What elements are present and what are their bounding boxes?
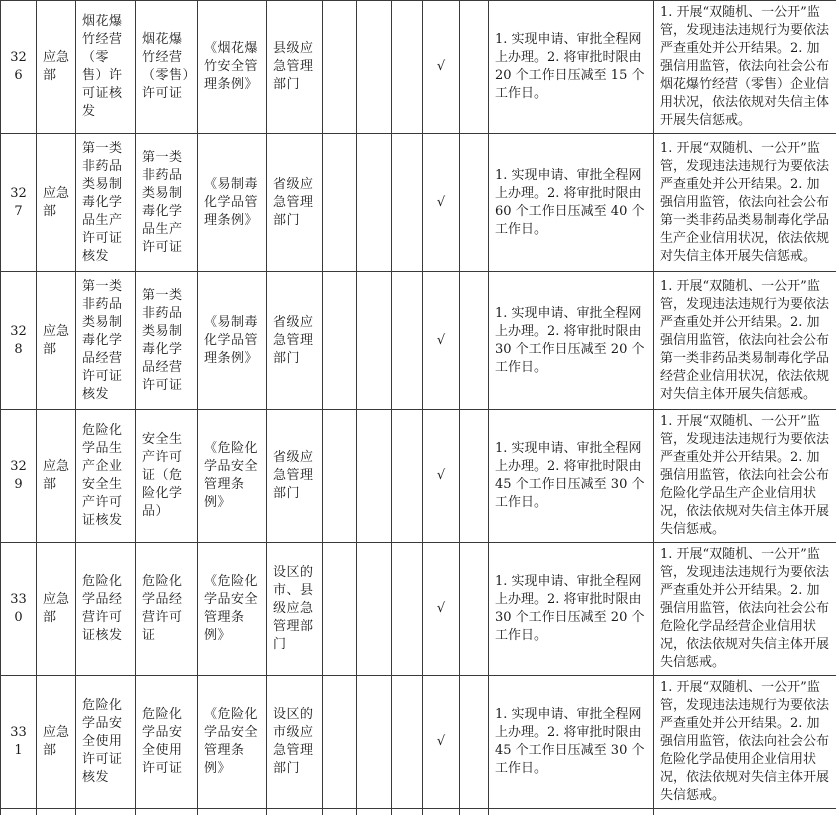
empty-cell <box>357 410 392 543</box>
checkmark-cell: √ <box>423 543 460 676</box>
sub-item-cell: 危险化学品安全使用许可证 <box>136 676 198 809</box>
reform-measure-cell: 1. 实现申请、审批全程网上办理。2. 将审批时限由 30 个工作日压减至 20 个工作日。 <box>489 543 654 676</box>
empty-cell <box>323 272 357 410</box>
table-row <box>1 134 836 272</box>
empty-cell <box>323 676 357 809</box>
empty-cell <box>37 809 76 815</box>
approval-item-cell: 第一类非药品类易制毒化学品经营许可证核发 <box>76 272 136 410</box>
empty-cell <box>136 809 198 815</box>
checkmark-cell: √ <box>423 676 460 809</box>
sub-item-cell: 第一类非药品类易制毒化学品生产许可证 <box>136 134 198 272</box>
empty-cell <box>654 809 836 815</box>
approval-level-cell: 省级应急管理部门 <box>267 134 323 272</box>
table-row <box>1 1 836 134</box>
empty-cell <box>460 134 489 272</box>
empty-cell <box>489 809 654 815</box>
approval-level-cell: 省级应急管理部门 <box>267 272 323 410</box>
supervision-measure-cell: 1. 开展“双随机、一公开”监管，发现违法违规行为要依法严查重处并公开结果。2. 加强信用监管，依法向社会公布危险化学品经营企业信用状况，依法依规对失信主体开展失信惩戒。 <box>654 543 836 676</box>
empty-cell <box>460 272 489 410</box>
legal-basis-cell: 《易制毒化学品管理条例》 <box>198 272 267 410</box>
empty-cell <box>392 272 423 410</box>
approval-item-cell: 危险化学品安全使用许可证核发 <box>76 676 136 809</box>
table-row-partial <box>1 809 836 815</box>
supervision-measure-cell: 1. 开展“双随机、一公开”监管，发现违法违规行为要依法严查重处并公开结果。2. 加强信用监管，依法向社会公布第一类非药品类易制毒化学品经营企业信用状况，依法依规对失信主体开展失信惩戒。 <box>654 272 836 410</box>
approval-item-cell: 第一类非药品类易制毒化学品生产许可证核发 <box>76 134 136 272</box>
table-row <box>1 410 836 543</box>
empty-cell <box>392 1 423 134</box>
empty-cell <box>460 809 489 815</box>
legal-basis-cell: 《危险化学品安全管理条例》 <box>198 543 267 676</box>
department-cell: 应急部 <box>37 1 76 134</box>
reform-measure-cell: 1. 实现申请、审批全程网上办理。2. 将审批时限由 20 个工作日压减至 15 个工作日。 <box>489 1 654 134</box>
empty-cell <box>357 134 392 272</box>
empty-cell <box>323 134 357 272</box>
table-row <box>1 676 836 809</box>
department-cell: 应急部 <box>37 272 76 410</box>
row-number: 326 <box>1 1 37 134</box>
sub-item-cell: 安全生产许可证（危险化学品） <box>136 410 198 543</box>
department-cell: 应急部 <box>37 676 76 809</box>
supervision-measure-cell: 1. 开展“双随机、一公开”监管，发现违法违规行为要依法严查重处并公开结果。2. 加强信用监管，依法向社会公布烟花爆竹经营（零售）企业信用状况，依法依规对失信主体开展失信惩戒。 <box>654 1 836 134</box>
row-number: 327 <box>1 134 37 272</box>
checkmark-cell: √ <box>423 272 460 410</box>
approval-level-cell: 省级应急管理部门 <box>267 410 323 543</box>
row-number: 329 <box>1 410 37 543</box>
approval-level-cell: 设区的市级应急管理部门 <box>267 676 323 809</box>
approval-level-cell: 县级应急管理部门 <box>267 1 323 134</box>
reform-measure-cell: 1. 实现申请、审批全程网上办理。2. 将审批时限由 30 个工作日压减至 20 个工作日。 <box>489 272 654 410</box>
empty-cell <box>392 543 423 676</box>
checkmark-cell: √ <box>423 134 460 272</box>
empty-cell <box>267 809 323 815</box>
department-cell: 应急部 <box>37 543 76 676</box>
approval-level-cell: 设区的市、县级应急管理部门 <box>267 543 323 676</box>
checkmark-cell: √ <box>423 410 460 543</box>
legal-basis-cell: 《烟花爆竹安全管理条例》 <box>198 1 267 134</box>
empty-cell <box>323 809 357 815</box>
empty-cell <box>357 272 392 410</box>
supervision-measure-cell: 1. 开展“双随机、一公开”监管，发现违法违规行为要依法严查重处并公开结果。2. 加强信用监管，依法向社会公布危险化学品使用企业信用状况，依法依规对失信主体开展失信惩戒。 <box>654 676 836 809</box>
empty-cell <box>460 543 489 676</box>
reform-measure-cell: 1. 实现申请、审批全程网上办理。2. 将审批时限由 45 个工作日压减至 30 个工作日。 <box>489 410 654 543</box>
legal-basis-cell: 《危险化学品安全管理条例》 <box>198 410 267 543</box>
empty-cell <box>357 809 392 815</box>
empty-cell <box>423 809 460 815</box>
empty-cell <box>392 410 423 543</box>
department-cell: 应急部 <box>37 410 76 543</box>
empty-cell <box>323 1 357 134</box>
empty-cell <box>323 543 357 676</box>
approval-item-cell: 危险化学品经营许可证核发 <box>76 543 136 676</box>
department-cell: 应急部 <box>37 134 76 272</box>
sub-item-cell: 第一类非药品类易制毒化学品经营许可证 <box>136 272 198 410</box>
empty-cell <box>357 676 392 809</box>
table-row <box>1 543 836 676</box>
legal-basis-cell: 《危险化学品安全管理条例》 <box>198 676 267 809</box>
row-number: 330 <box>1 543 37 676</box>
empty-cell <box>392 134 423 272</box>
empty-cell <box>392 809 423 815</box>
supervision-measure-cell: 1. 开展“双随机、一公开”监管，发现违法违规行为要依法严查重处并公开结果。2. 加强信用监管，依法向社会公布第一类非药品类易制毒化学品生产企业信用状况，依法依规对失信主体开展失信惩戒。 <box>654 134 836 272</box>
empty-cell <box>357 1 392 134</box>
empty-cell <box>198 809 267 815</box>
approval-item-cell: 危险化学品生产企业安全生产许可证核发 <box>76 410 136 543</box>
empty-cell <box>323 410 357 543</box>
table-body <box>1 1 836 815</box>
empty-cell <box>1 809 37 815</box>
empty-cell <box>357 543 392 676</box>
reform-measure-cell: 1. 实现申请、审批全程网上办理。2. 将审批时限由 60 个工作日压减至 40 个工作日。 <box>489 134 654 272</box>
row-number: 331 <box>1 676 37 809</box>
checkmark-cell: √ <box>423 1 460 134</box>
approval-item-cell: 烟花爆竹经营（零售）许可证核发 <box>76 1 136 134</box>
sub-item-cell: 危险化学品经营许可证 <box>136 543 198 676</box>
table-row <box>1 272 836 410</box>
empty-cell <box>76 809 136 815</box>
empty-cell <box>392 676 423 809</box>
empty-cell <box>460 676 489 809</box>
supervision-measure-cell: 1. 开展“双随机、一公开”监管，发现违法违规行为要依法严查重处并公开结果。2. 加强信用监管，依法向社会公布危险化学品生产企业信用状况，依法依规对失信主体开展失信惩戒。 <box>654 410 836 543</box>
reform-measure-cell: 1. 实现申请、审批全程网上办理。2. 将审批时限由 45 个工作日压减至 30 个工作日。 <box>489 676 654 809</box>
row-number: 328 <box>1 272 37 410</box>
empty-cell <box>460 410 489 543</box>
empty-cell <box>460 1 489 134</box>
legal-basis-cell: 《易制毒化学品管理条例》 <box>198 134 267 272</box>
sub-item-cell: 烟花爆竹经营（零售）许可证 <box>136 1 198 134</box>
